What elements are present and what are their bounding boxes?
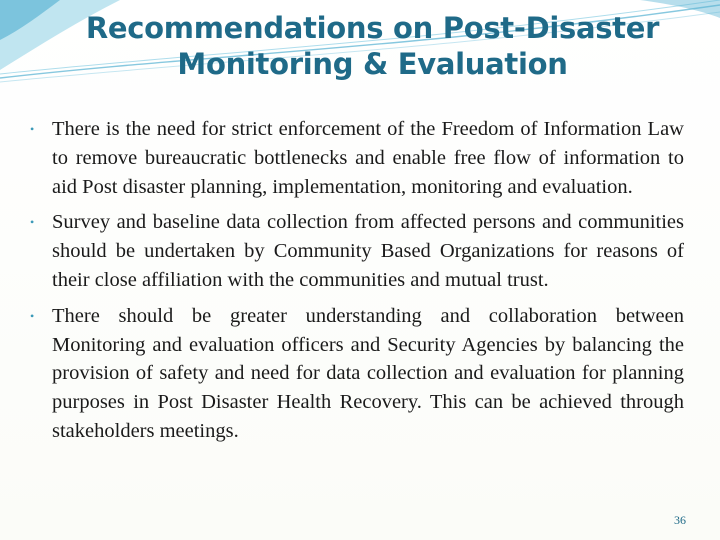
bullet-item-2 [30, 208, 684, 294]
bullet-text-3: There should be greater understanding and collaboration between Monitoring and evaluation officers and Security Agencies by balancing the provision of safety and need for data collection and evaluation for planning purposes in Post Disaster Health Recovery. This can be achieved through stakeholders meetings. [52, 304, 684, 442]
bullet-dot-icon: • [30, 215, 35, 230]
bullet-item-3 [30, 302, 684, 446]
bullet-dot-icon: • [30, 308, 35, 323]
bullet-item-1 [30, 115, 684, 201]
bullet-dot-icon: • [30, 122, 35, 136]
title-line-2: Monitoring & Evaluation [177, 47, 568, 81]
title-line-1: Recommendations on Post-Disaster [85, 11, 660, 45]
bullet-list [30, 115, 684, 453]
slide-title [40, 10, 705, 82]
page-number: 36 [674, 513, 686, 527]
bullet-text-1: There is the need for strict enforcement of the Freedom of Information Law to remove bureaucratic bottlenecks and enable free flow of information to aid Post disaster planning, implementation, monitoring and evaluation. [52, 118, 684, 198]
bullet-text-2: Survey and baseline data collection from affected persons and communities should be undertaken by Community Based Organizations for reasons of their close affiliation with the communities and mutual trust. [52, 211, 684, 291]
